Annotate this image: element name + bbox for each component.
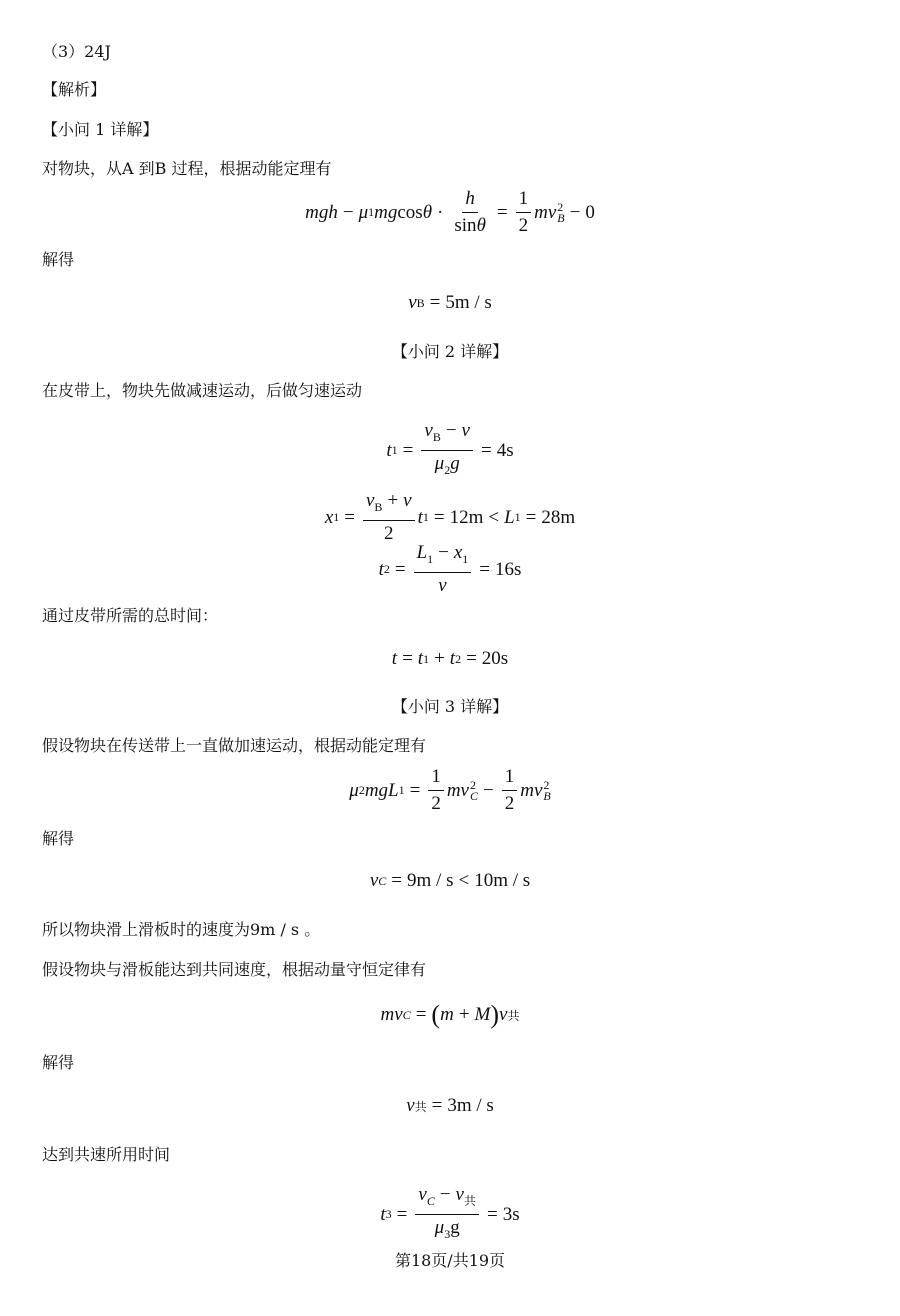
q1-intro: 对物块，从A 到B 过程，根据动能定理有 bbox=[42, 159, 332, 178]
q1-solve: 解得 bbox=[42, 250, 75, 269]
page-number: 第18页/共19页 bbox=[394, 1251, 506, 1270]
q3-momentum-intro: 假设物块与滑板能达到共同速度，根据动量守恒定律有 bbox=[42, 960, 427, 979]
equation-v-common: v 共 = 3m / s bbox=[406, 1095, 494, 1116]
equation-x1: x 1 = $\frac{v_B + v}{2}$ t 1 = 12m < L 1 = 28m bbox=[324, 490, 576, 544]
equation-t1: t 1 = $\frac{v_B - v}{\mu_2g}$ = 4s bbox=[386, 420, 514, 477]
q3-time-intro: 达到共速所用时间 bbox=[42, 1145, 171, 1164]
q2-intro: 在皮带上，物块先做减速运动，后做匀速运动 bbox=[42, 381, 363, 400]
q3-title: 【小问 3 详解】 bbox=[391, 697, 509, 716]
answer-3: （3）24J bbox=[42, 42, 111, 61]
q1-title: 【小问 1 详解】 bbox=[42, 120, 159, 139]
q3-conclusion: 所以物块滑上滑板时的速度为9m / s 。 bbox=[42, 920, 321, 939]
equation-vc: v C = 9m / s < 10m / s bbox=[369, 870, 531, 891]
equation-vb: v B = 5m / s bbox=[408, 292, 492, 313]
equation-t3: t 3 = $\frac{v_C - v_共}{\mu_3g}$ = 3s bbox=[380, 1184, 520, 1241]
q3-intro: 假设物块在传送带上一直做加速运动，根据动能定理有 bbox=[42, 736, 427, 755]
equation-momentum: mv C = ( m + M ) v 共 bbox=[380, 1000, 520, 1029]
analysis-label: 【解析】 bbox=[42, 80, 107, 99]
equation-energy-conveyor: μ 2 mgL 1 = $\frac{1}{2}$ mv 2 C − $\frac{1}{2}$ mv 2 B bbox=[349, 766, 551, 814]
q2-total-time: 通过皮带所需的总时间： bbox=[42, 606, 219, 625]
q3-solve-1: 解得 bbox=[42, 829, 75, 848]
equation-t-total: t = t 1 + t 2 = 20s bbox=[391, 648, 509, 669]
q3-solve-2: 解得 bbox=[42, 1053, 75, 1072]
equation-t2: t 2 = $\frac{L_1 - x_1}{v}$ = 16s bbox=[378, 542, 522, 596]
equation-energy-ab: mgh − μ 1 mg cos θ · $\frac{h}{\sin\theta}$ = $\frac{1}{2}$ mv 2 B − 0 bbox=[305, 188, 595, 236]
q2-title: 【小问 2 详解】 bbox=[391, 342, 509, 361]
